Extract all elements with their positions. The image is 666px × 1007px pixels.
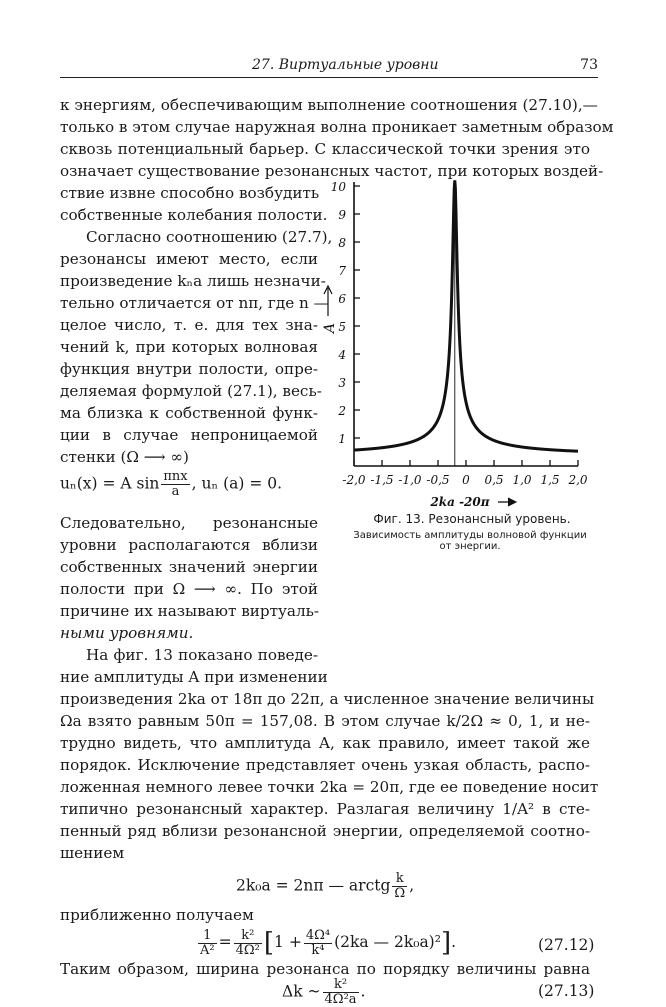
equation-27-12: $\frac{1}{\text{A²}}$ = $\frac{\text{k²}}{\text{4Ω²}}$ [1 + $\frac{\text{4Ω⁴}}{\text{k⁴}}$ (2ka — 2k₀a)²]. — [200, 927, 457, 958]
x-tick-label: 0 — [462, 473, 470, 487]
equation-resonance-condition: 2k₀a = 2nπ — arctg $\frac{k}{\Omega}$ , — [236, 871, 415, 901]
x-tick-label: -2,0 — [342, 473, 366, 487]
text-line: полости при Ω ⟶ ∞. По этой — [60, 580, 318, 598]
y-tick-label: 8 — [338, 236, 346, 250]
text-line: тельно отличается от nπ, где n — — [60, 294, 329, 312]
text-line: ложенная немного левее точки 2ka = 20π, где ее поведение носит — [60, 778, 599, 796]
y-tick-label: 9 — [338, 208, 346, 222]
text-line: ции в случае непроницаемой — [60, 426, 318, 444]
text-line: стенки (Ω ⟶ ∞) — [60, 448, 189, 466]
text-line: только в этом случае наружная волна проникает заметным образом — [60, 118, 614, 136]
equation-label-27-13: (27.13) — [538, 982, 595, 1000]
running-header — [60, 56, 598, 78]
text-line: сквозь потенциальный барьер. С классической точки зрения это — [60, 140, 590, 158]
y-axis-label: A — [322, 322, 338, 334]
x-axis-label: 2ka -20π — [430, 495, 490, 509]
equation-eigenfunction: uₙ(x) = A sin $\frac{\text{πnx}}{a}$ , uₙ (a) = 0. — [60, 469, 283, 499]
x-tick-label: 1,5 — [540, 473, 560, 487]
chapter-title: 27. Виртуальные уровни — [252, 57, 439, 73]
text-line: Следовательно, резонансные — [60, 514, 318, 532]
figure-caption-line: от энергии. — [439, 541, 501, 552]
text-line: На фиг. 13 показано поведе- — [86, 646, 318, 664]
text-line: произведение kₙa лишь незначи- — [60, 272, 326, 290]
y-tick-label: 3 — [338, 376, 346, 390]
text-line: чений k, при которых волновая — [60, 338, 318, 356]
equation-label-27-12: (27.12) — [538, 936, 595, 954]
resonance-figure — [310, 172, 610, 512]
text-line: пенный ряд вблизи резонансной энергии, определяемой соотно- — [60, 822, 590, 840]
y-tick-label: 2 — [338, 404, 346, 418]
page-number: 73 — [580, 57, 598, 73]
equation-27-13: Δk ~ $\frac{\text{k²}}{\text{4Ω²a}}$ . — [282, 977, 366, 1007]
text-line: функция внутри полости, опре- — [60, 360, 318, 378]
text-line: ными уровнями. — [60, 624, 194, 642]
text-line: резонансы имеют место, если — [60, 250, 318, 268]
text-line: ствие извне способно возбудить — [60, 184, 320, 202]
text-line: порядок. Исключение представляет очень узкая область, распо- — [60, 756, 590, 774]
y-tick-label: 1 — [338, 432, 346, 446]
text-line: означает существование резонансных частот, при которых воздей- — [60, 162, 604, 180]
text-line: к энергиям, обеспечивающим выполнение соотношения (27.10),— — [60, 96, 598, 114]
figure-caption-line: Зависимость амплитуды волновой функции — [353, 530, 587, 541]
text-line: Ωa взято равным 50π = 157,08. В этом случае k/2Ω ≈ 0, 1, и не- — [60, 712, 590, 730]
text-line: Таким образом, ширина резонанса по порядку величины равна — [60, 960, 590, 978]
text-line: собственных значений энергии — [60, 558, 318, 576]
x-tick-label: 2,0 — [568, 473, 588, 487]
text-line: ма близка к собственной функ- — [60, 404, 318, 422]
y-tick-label: 6 — [338, 292, 346, 306]
figure-caption-title: Фиг. 13. Резонансный уровень. — [373, 512, 571, 526]
x-tick-label: -0,5 — [426, 473, 450, 487]
text-line: приближенно получаем — [60, 906, 254, 924]
text-line: шением — [60, 844, 125, 862]
figure-caption-text — [330, 530, 610, 552]
text-line: причине их называют виртуаль- — [60, 602, 320, 620]
y-tick-label: 5 — [338, 320, 346, 334]
header-rule — [60, 77, 598, 78]
text-line: собственные колебания полости. — [60, 206, 328, 224]
text-line: деляемая формулой (27.1), весь- — [60, 382, 322, 400]
x-label-arrowhead — [508, 498, 516, 506]
text-line: произведения 2ka от 18π до 22π, а численное значение величины — [60, 690, 595, 708]
y-tick-label: 10 — [330, 180, 346, 194]
x-tick-label: -1,0 — [398, 473, 422, 487]
text-line: Согласно соотношению (27.7), — [86, 228, 333, 246]
y-tick-label: 7 — [338, 264, 346, 278]
series-line-A — [354, 180, 578, 451]
text-line: трудно видеть, что амплитуда A, как правило, имеет такой же — [60, 734, 590, 752]
text-line: типично резонансный характер. Разлагая величину 1/A² в сте- — [60, 800, 590, 818]
y-tick-label: 4 — [338, 348, 346, 362]
x-tick-label: 0,5 — [484, 473, 504, 487]
text-line: уровни располагаются вблизи — [60, 536, 318, 554]
text-line: ние амплитуды A при изменении — [60, 668, 328, 686]
x-tick-label: 1,0 — [512, 473, 532, 487]
x-tick-label: -1,5 — [370, 473, 394, 487]
text-line: целое число, т. е. для тех зна- — [60, 316, 318, 334]
